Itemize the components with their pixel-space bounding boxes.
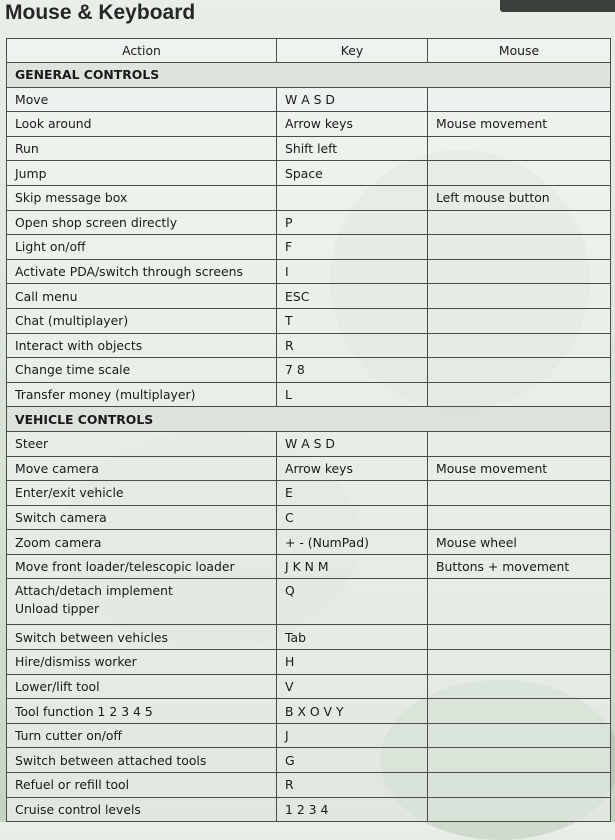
table-row <box>7 579 611 625</box>
action-cell <box>7 235 277 260</box>
action-cell <box>7 650 277 675</box>
action-cell <box>7 723 277 748</box>
action-text: Turn cutter on/off <box>15 728 122 744</box>
action-cell <box>7 112 277 137</box>
table-row <box>7 554 611 579</box>
mouse-cell <box>428 210 611 235</box>
action-cell <box>7 773 277 798</box>
action-text: Steer <box>15 436 49 452</box>
table-row <box>7 530 611 555</box>
table-body <box>7 63 611 822</box>
mouse-cell <box>428 748 611 773</box>
key-cell: Tab <box>277 625 428 650</box>
action-text: Interact with objects <box>15 337 143 353</box>
action-cell <box>7 579 277 625</box>
mouse-cell <box>428 699 611 724</box>
key-cell: E <box>277 481 428 506</box>
key-cell: V <box>277 674 428 699</box>
key-cell: H <box>277 650 428 675</box>
table-row <box>7 625 611 650</box>
mouse-cell <box>428 358 611 383</box>
table-row <box>7 358 611 383</box>
action-text: Open shop screen directly <box>15 214 178 230</box>
key-cell: B X O V Y <box>277 699 428 724</box>
action-cell <box>7 674 277 699</box>
key-cell <box>277 185 428 210</box>
mouse-cell <box>428 773 611 798</box>
mouse-cell: Buttons + movement <box>428 554 611 579</box>
mouse-cell <box>428 259 611 284</box>
action-text: Look around <box>15 116 92 132</box>
mouse-cell: Mouse movement <box>428 112 611 137</box>
action-cell <box>7 308 277 333</box>
key-cell: G <box>277 748 428 773</box>
key-cell: Q <box>277 579 428 625</box>
action-cell <box>7 505 277 530</box>
mouse-cell <box>428 650 611 675</box>
key-cell: 1 2 3 4 <box>277 797 428 822</box>
mouse-cell: Mouse wheel <box>428 530 611 555</box>
action-cell <box>7 185 277 210</box>
action-text: Transfer money (multiplayer) <box>15 387 196 403</box>
action-text: Move <box>15 91 49 107</box>
table-row <box>7 382 611 407</box>
section-title: VEHICLE CONTROLS <box>7 407 611 432</box>
key-cell: Shift left <box>277 136 428 161</box>
action-text: Call menu <box>15 288 78 304</box>
key-cell: Arrow keys <box>277 456 428 481</box>
action-cell <box>7 748 277 773</box>
header-key: Key <box>277 39 428 63</box>
key-cell: I <box>277 259 428 284</box>
table-row <box>7 136 611 161</box>
table-row <box>7 161 611 186</box>
table-row <box>7 112 611 137</box>
mouse-cell: Left mouse button <box>428 185 611 210</box>
action-text: Run <box>15 141 39 157</box>
action-text: Lower/lift tool <box>15 678 100 694</box>
table-row <box>7 748 611 773</box>
mouse-cell <box>428 481 611 506</box>
key-cell: P <box>277 210 428 235</box>
mouse-cell <box>428 797 611 822</box>
key-cell: ESC <box>277 284 428 309</box>
mouse-cell <box>428 625 611 650</box>
action-text: Switch between attached tools <box>15 752 207 768</box>
action-cell <box>7 456 277 481</box>
key-cell: Arrow keys <box>277 112 428 137</box>
action-cell <box>7 161 277 186</box>
table-row <box>7 333 611 358</box>
action-cell <box>7 259 277 284</box>
action-cell <box>7 136 277 161</box>
action-text: Skip message box <box>15 190 128 206</box>
action-cell <box>7 625 277 650</box>
key-cell: J <box>277 723 428 748</box>
key-cell: J K N M <box>277 554 428 579</box>
vehicle-controls-header <box>7 407 611 432</box>
action-text: Zoom camera <box>15 534 102 550</box>
action-text: Move camera <box>15 460 99 476</box>
table-row <box>7 773 611 798</box>
action-text: Move front loader/telescopic loader <box>15 559 235 575</box>
table-row <box>7 699 611 724</box>
action-text: Activate PDA/switch through screens <box>15 264 243 280</box>
header-action: Action <box>7 39 277 63</box>
action-cell <box>7 210 277 235</box>
mouse-cell <box>428 505 611 530</box>
mouse-cell <box>428 579 611 625</box>
table-row <box>7 308 611 333</box>
key-cell: + - (NumPad) <box>277 530 428 555</box>
key-cell: T <box>277 308 428 333</box>
controls-table <box>6 38 611 822</box>
mouse-cell <box>428 87 611 112</box>
action-cell <box>7 554 277 579</box>
action-cell <box>7 284 277 309</box>
page-title: Mouse & Keyboard <box>5 1 196 24</box>
action-text: Chat (multiplayer) <box>15 313 129 329</box>
table-row <box>7 210 611 235</box>
header-mouse: Mouse <box>428 39 611 63</box>
mouse-cell <box>428 382 611 407</box>
mouse-cell <box>428 674 611 699</box>
action-cell <box>7 382 277 407</box>
action-cell <box>7 797 277 822</box>
key-cell: 7 8 <box>277 358 428 383</box>
table-row <box>7 284 611 309</box>
action-cell <box>7 333 277 358</box>
table-row <box>7 797 611 822</box>
table-row <box>7 456 611 481</box>
action-cell <box>7 530 277 555</box>
mouse-cell <box>428 308 611 333</box>
table-row <box>7 723 611 748</box>
table-row <box>7 674 611 699</box>
action-text: Tool function 1 2 3 4 5 <box>15 703 153 719</box>
action-text: Jump <box>15 165 47 181</box>
mouse-cell <box>428 161 611 186</box>
table-row <box>7 185 611 210</box>
mouse-cell <box>428 284 611 309</box>
action-text-line2: Unload tipper <box>15 601 100 617</box>
action-cell <box>7 699 277 724</box>
mouse-cell <box>428 235 611 260</box>
corner-tab <box>500 0 615 12</box>
section-title: GENERAL CONTROLS <box>7 63 611 88</box>
key-cell: W A S D <box>277 87 428 112</box>
action-text: Light on/off <box>15 239 86 255</box>
action-text: Attach/detach implement <box>15 583 173 599</box>
mouse-cell <box>428 136 611 161</box>
general-controls-header <box>7 63 611 88</box>
table-row <box>7 87 611 112</box>
action-text: Switch between vehicles <box>15 629 169 645</box>
action-text: Switch camera <box>15 509 107 525</box>
action-cell <box>7 358 277 383</box>
table-row <box>7 235 611 260</box>
key-cell: R <box>277 333 428 358</box>
mouse-cell <box>428 431 611 456</box>
table-row <box>7 650 611 675</box>
table-row <box>7 259 611 284</box>
key-cell: W A S D <box>277 431 428 456</box>
mouse-cell <box>428 333 611 358</box>
action-cell <box>7 431 277 456</box>
action-text: Refuel or refill tool <box>15 777 130 793</box>
action-text: Enter/exit vehicle <box>15 485 124 501</box>
action-text: Change time scale <box>15 362 131 378</box>
key-cell: L <box>277 382 428 407</box>
mouse-cell: Mouse movement <box>428 456 611 481</box>
key-cell: F <box>277 235 428 260</box>
table-row <box>7 481 611 506</box>
key-cell: C <box>277 505 428 530</box>
header-row <box>7 39 611 63</box>
key-cell: R <box>277 773 428 798</box>
action-text: Hire/dismiss worker <box>15 654 137 670</box>
table-row <box>7 431 611 456</box>
action-text: Cruise control levels <box>15 801 141 817</box>
action-cell <box>7 481 277 506</box>
key-cell: Space <box>277 161 428 186</box>
action-cell <box>7 87 277 112</box>
mouse-cell <box>428 723 611 748</box>
table-row <box>7 505 611 530</box>
